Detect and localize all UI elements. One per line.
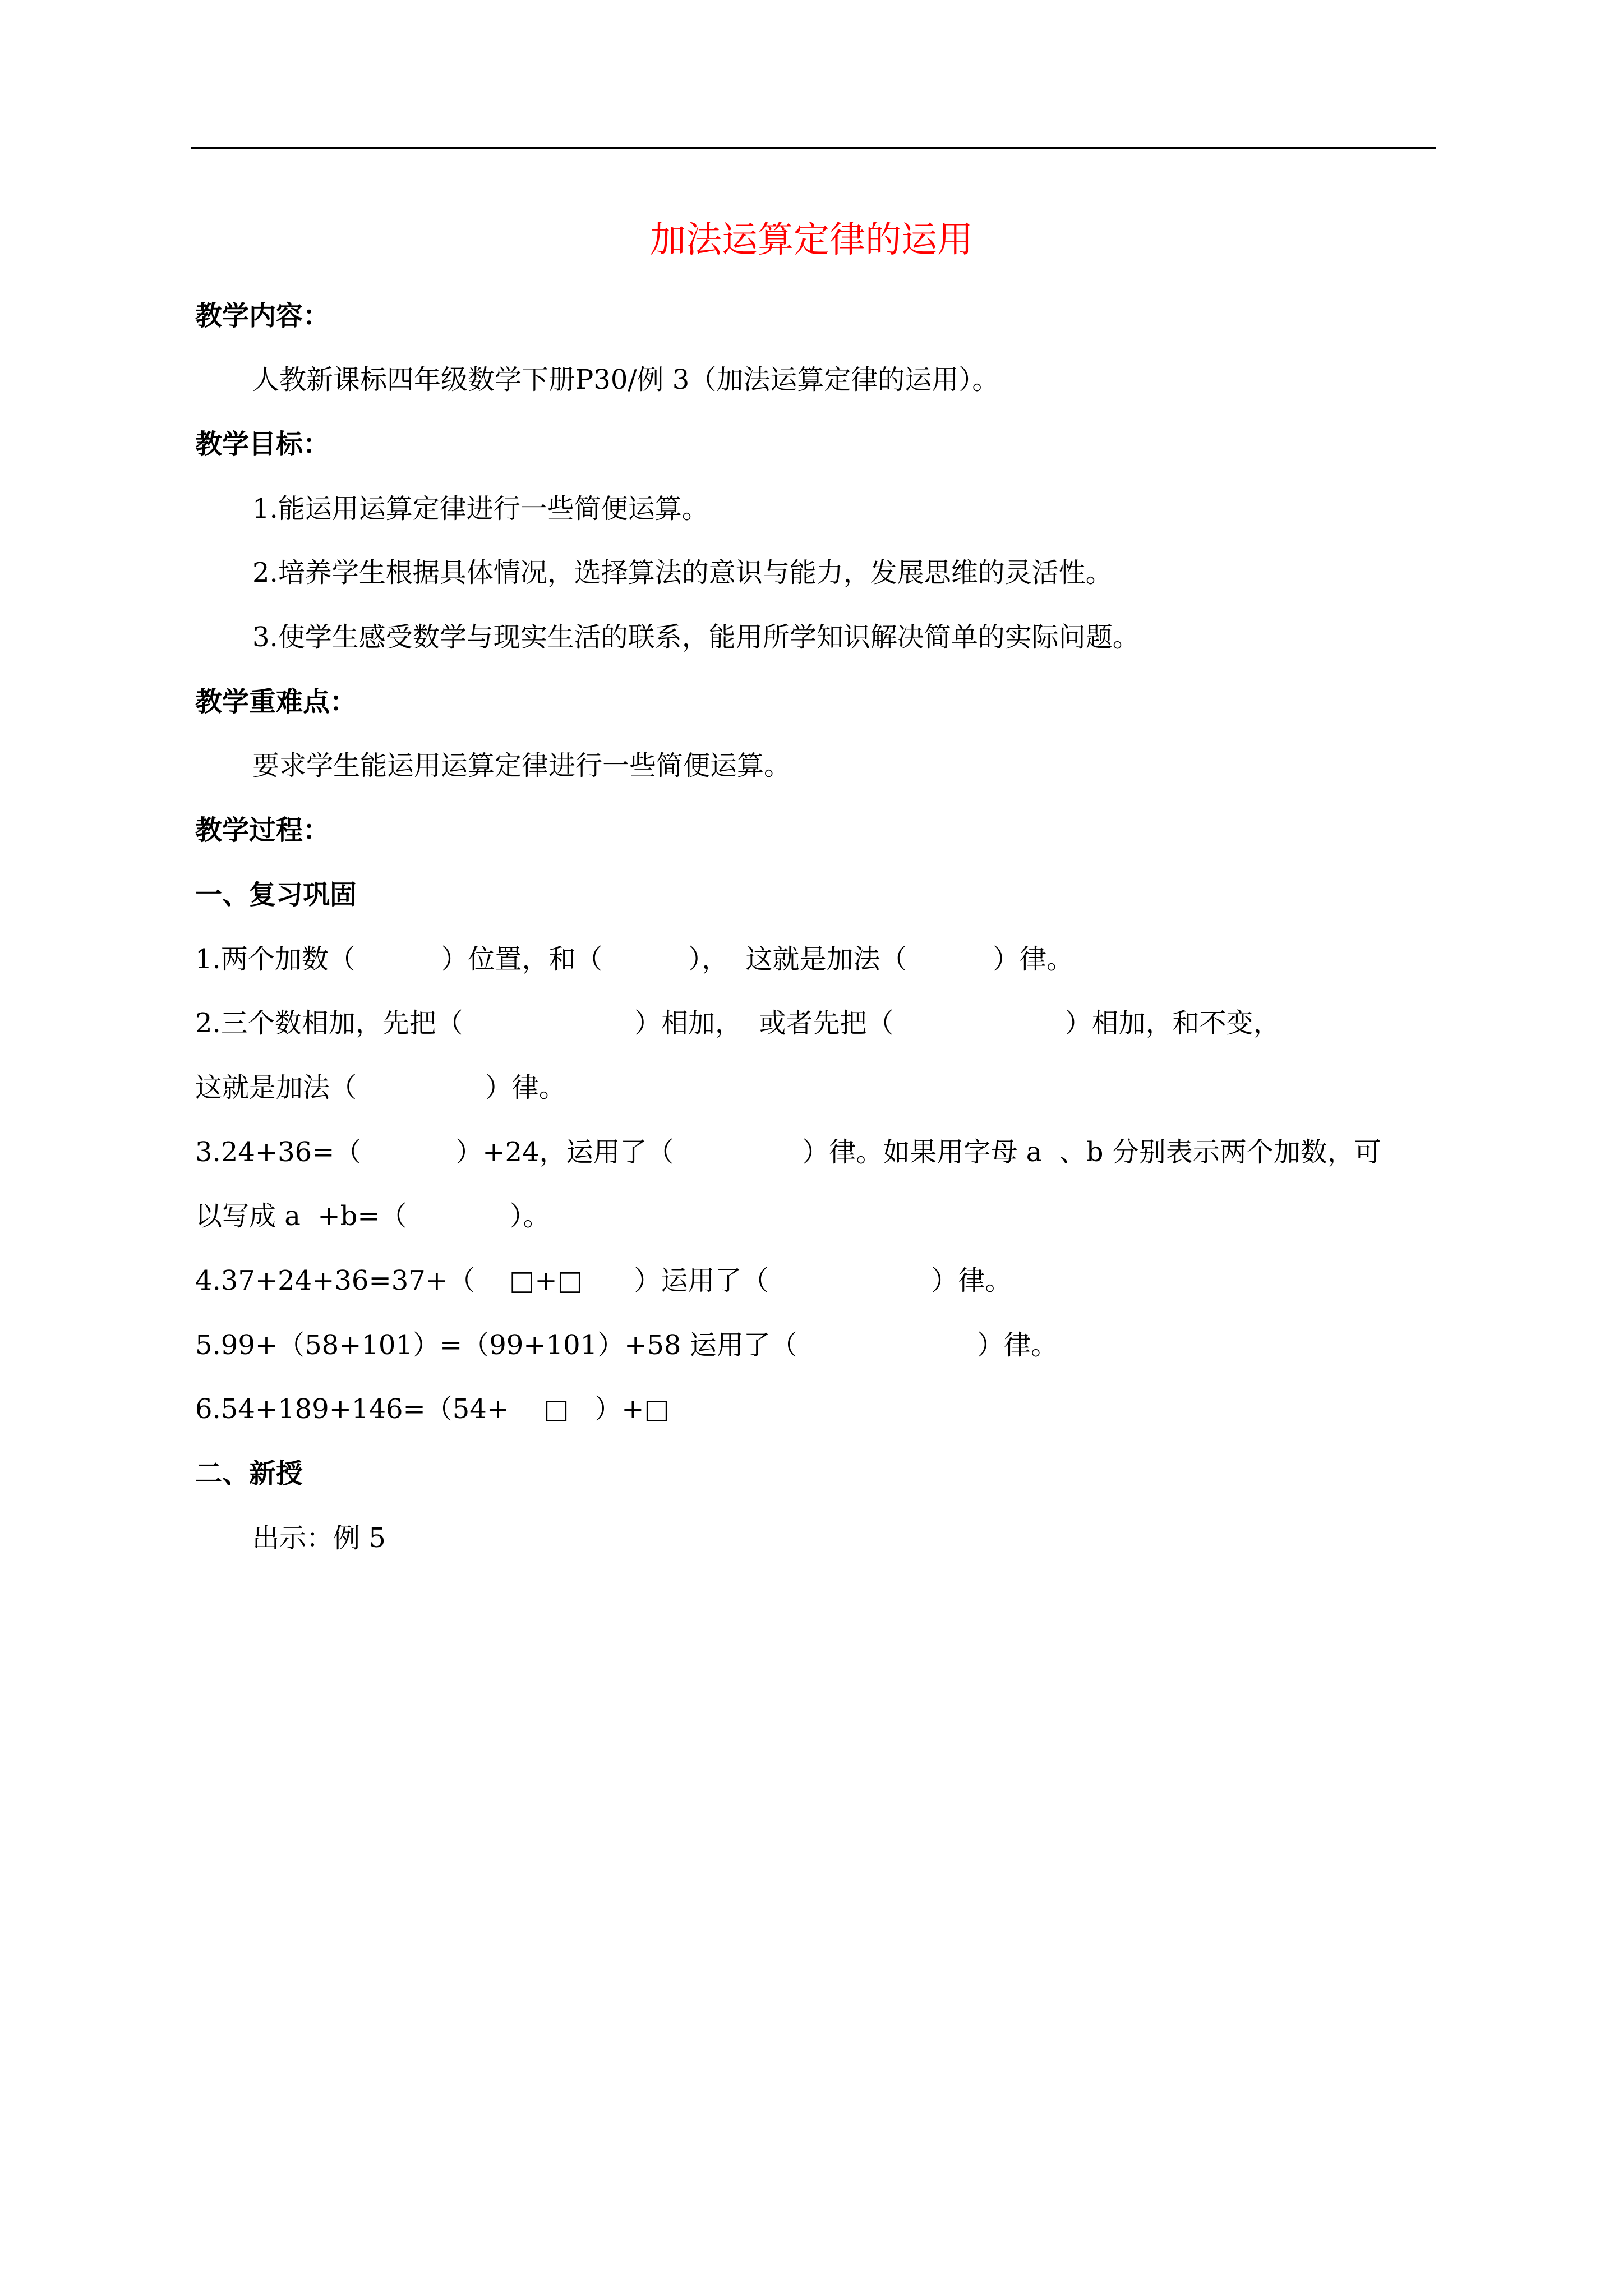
example-label: 出示：例 5 [252,1522,386,1554]
process-heading: 教学过程： [195,815,330,846]
review-question-2-line-1: 2.三个数相加，先把（ ）相加， 或者先把（ ）相加，和不变， [195,1007,1280,1039]
review-section-heading: 一、复习巩固 [195,879,357,910]
key-points-text: 要求学生能运用运算定律进行一些简便运算。 [252,750,791,781]
goal-item-3: 3.使学生感受数学与现实生活的联系，能用所学知识解决简单的实际问题。 [252,622,1140,653]
review-question-1: 1.两个加数（ ）位置，和（ ）， 这就是加法（ ）律。 [195,944,1074,975]
content-text: 人教新课标四年级数学下册P30/例 3（加法运算定律的运用）。 [252,364,999,395]
content-heading: 教学内容： [195,300,330,332]
review-question-6: 6.54+189+146=（54+ □ ）+□ [195,1393,670,1425]
document-title: 加法运算定律的运用 [650,219,973,261]
review-question-3-line-1: 3.24+36=（ ）+24，运用了（ ）律。如果用字母 a 、b 分别表示两个加数，可 [195,1137,1381,1168]
goals-heading: 教学目标： [195,429,330,460]
key-points-heading: 教学重难点： [195,686,357,717]
header-rule [191,147,1436,149]
goal-item-2: 2.培养学生根据具体情况，选择算法的意识与能力，发展思维的灵活性。 [252,557,1113,588]
review-question-2-line-2: 这就是加法（ ）律。 [195,1072,566,1103]
review-question-3-line-2: 以写成 a +b=（ ）。 [195,1200,550,1232]
goal-item-1: 1.能运用运算定律进行一些简便运算。 [252,493,709,524]
review-question-4: 4.37+24+36=37+（ □+□ ）运用了（ ）律。 [195,1265,1012,1296]
review-question-5: 5.99+（58+101）=（99+101）+58 运用了（ ）律。 [195,1329,1058,1361]
new-lesson-heading: 二、新授 [195,1458,303,1489]
